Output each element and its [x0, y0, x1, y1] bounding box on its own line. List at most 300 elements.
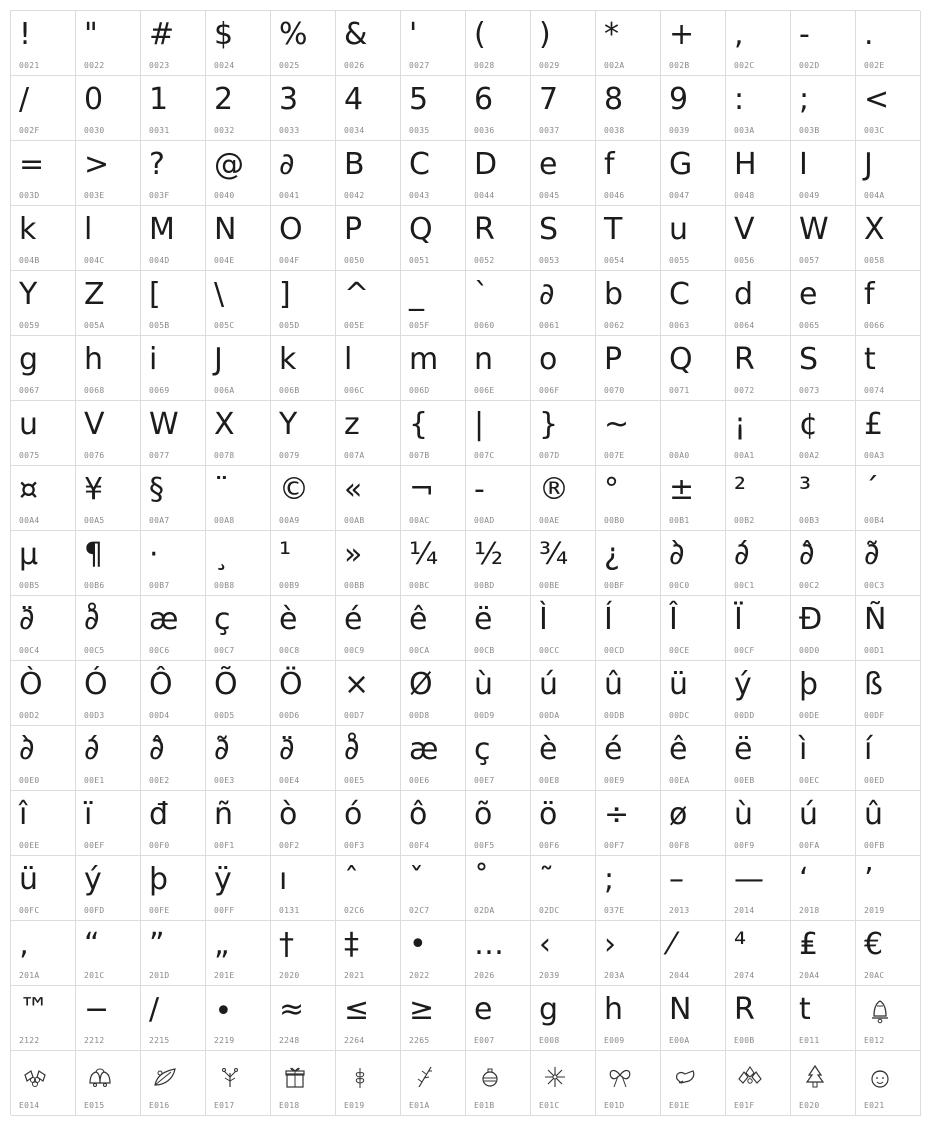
glyph-cell	[11, 1051, 76, 1116]
glyph-char: ‹	[539, 927, 551, 962]
glyph-cell	[11, 921, 76, 986]
glyph-char: 6	[474, 82, 494, 117]
glyph-char: ]	[279, 277, 291, 312]
glyph-code: 00EC	[799, 776, 820, 785]
glyph-cell	[76, 596, 141, 661]
glyph-cell	[11, 791, 76, 856]
glyph-char: ∂́	[734, 537, 750, 572]
glyph-char: ¿	[604, 537, 620, 572]
glyph-char: ý	[734, 667, 752, 702]
glyph-cell	[466, 11, 531, 76]
glyph-cell	[531, 466, 596, 531]
glyph-cell	[401, 76, 466, 141]
glyph-code: E00B	[734, 1036, 755, 1045]
glyph-cell	[531, 856, 596, 921]
glyph-code: 00E8	[539, 776, 560, 785]
glyph-cell	[401, 986, 466, 1051]
glyph-cell	[466, 596, 531, 661]
glyph-cell	[726, 986, 791, 1051]
glyph-char: ú	[539, 667, 559, 702]
glyph-code: 00B1	[669, 516, 690, 525]
glyph-char: J	[214, 342, 223, 377]
glyph-code: 00CD	[604, 646, 625, 655]
glyph-char: ¡	[734, 407, 747, 442]
glyph-char: [	[149, 277, 161, 312]
glyph-char: ³	[799, 472, 812, 507]
tree-icon	[801, 1063, 829, 1091]
glyph-cell	[11, 726, 76, 791]
glyph-char: +	[669, 17, 695, 52]
glyph-code: 00FA	[799, 841, 820, 850]
glyph-cell	[596, 271, 661, 336]
glyph-char: =	[19, 147, 45, 182]
glyph-cell	[271, 791, 336, 856]
glyph-code: E019	[344, 1101, 365, 1110]
glyph-char: :	[734, 82, 745, 117]
glyph-char: S	[799, 342, 819, 377]
glyph-code: 20AC	[864, 971, 885, 980]
glyph-cell	[401, 141, 466, 206]
glyph-cell	[596, 336, 661, 401]
glyph-code: 00BB	[344, 581, 365, 590]
glyph-cell	[856, 726, 921, 791]
glyph-cell	[466, 1051, 531, 1116]
glyph-cell	[791, 726, 856, 791]
glyph-char: Î	[669, 602, 678, 637]
bells-icon	[86, 1063, 114, 1091]
glyph-char: ô	[409, 797, 428, 832]
glyph-code: 00C6	[149, 646, 170, 655]
glyph-char: |	[474, 407, 485, 442]
glyph-cell	[141, 466, 206, 531]
glyph-char: Ó	[84, 667, 108, 702]
glyph-cell	[141, 401, 206, 466]
glyph-char: '	[409, 17, 418, 52]
glyph-code: 00FD	[84, 906, 105, 915]
glyph-char: 7	[539, 82, 559, 117]
glyph-code: 2265	[409, 1036, 430, 1045]
glyph-cell	[791, 401, 856, 466]
glyph-code: 00C9	[344, 646, 365, 655]
glyph-cell	[531, 1051, 596, 1116]
glyph-code: 0061	[539, 321, 560, 330]
glyph-cell	[336, 206, 401, 271]
glyph-cell	[466, 206, 531, 271]
glyph-char: e	[474, 992, 493, 1027]
glyph-code: 0038	[604, 126, 625, 135]
glyph-cell	[141, 1051, 206, 1116]
glyph-code: 0053	[539, 256, 560, 265]
glyph-cell	[791, 661, 856, 726]
glyph-char: e	[799, 277, 818, 312]
glyph-char: Ò	[19, 667, 43, 702]
glyph-code: 0023	[149, 61, 170, 70]
glyph-cell	[466, 466, 531, 531]
glyph-code: 004F	[279, 256, 300, 265]
glyph-char: ì	[799, 732, 808, 767]
glyph-char: ±	[669, 472, 695, 507]
glyph-code: 003A	[734, 126, 755, 135]
glyph-code: 005A	[84, 321, 105, 330]
glyph-char: ∂̃	[864, 537, 880, 572]
glyph-char: m	[409, 342, 439, 377]
glyph-cell	[11, 76, 76, 141]
glyph-cell	[11, 856, 76, 921]
glyph-code: 0063	[669, 321, 690, 330]
glyph-char: 8	[604, 82, 624, 117]
glyph-code: 0059	[19, 321, 40, 330]
glyph-cell	[596, 1051, 661, 1116]
glyph-code: 2026	[474, 971, 495, 980]
glyph-cell	[11, 401, 76, 466]
glyph-code: 00FE	[149, 906, 170, 915]
glyph-cell	[11, 986, 76, 1051]
glyph-char: Ô	[149, 667, 173, 702]
glyph-code: 00DA	[539, 711, 560, 720]
glyph-char: ,	[734, 17, 744, 52]
glyph-code: 00E0	[19, 776, 40, 785]
glyph-code: 007B	[409, 451, 430, 460]
glyph-code: E018	[279, 1101, 300, 1110]
glyph-char: *	[604, 17, 619, 52]
glyph-code: 2018	[799, 906, 820, 915]
glyph-cell	[661, 791, 726, 856]
glyph-cell	[661, 986, 726, 1051]
glyph-cell	[596, 141, 661, 206]
glyph-cell	[271, 336, 336, 401]
glyph-char: —	[734, 862, 764, 897]
glyph-code: 00E7	[474, 776, 495, 785]
glyph-char: ∂̈	[279, 732, 295, 767]
glyph-code: 00E4	[279, 776, 300, 785]
glyph-char: «	[344, 472, 363, 507]
glyph-code: 00C8	[279, 646, 300, 655]
glyph-cell	[466, 921, 531, 986]
glyph-cell	[76, 336, 141, 401]
glyph-cell	[791, 466, 856, 531]
glyph-char: ‡	[344, 927, 359, 962]
glyph-cell	[11, 596, 76, 661]
glyph-char: ù	[734, 797, 754, 832]
glyph-char: †	[279, 927, 294, 962]
glyph-code: 0073	[799, 386, 820, 395]
glyph-cell	[141, 921, 206, 986]
glyph-code: 00E1	[84, 776, 105, 785]
glyph-char: Ì	[539, 602, 548, 637]
glyph-cell	[141, 271, 206, 336]
glyph-code: 00AE	[539, 516, 560, 525]
glyph-cell	[466, 986, 531, 1051]
glyph-code: E017	[214, 1101, 235, 1110]
glyph-char: t	[864, 342, 876, 377]
glyph-cell	[661, 921, 726, 986]
glyph-code: 2248	[279, 1036, 300, 1045]
glyph-char: R	[734, 992, 755, 1027]
glyph-code: E016	[149, 1101, 170, 1110]
glyph-cell	[531, 531, 596, 596]
glyph-cell	[661, 336, 726, 401]
glyph-code: E00A	[669, 1036, 690, 1045]
glyph-char: Đ	[799, 602, 823, 637]
glyph-code: 00EF	[84, 841, 105, 850]
glyph-cell	[271, 271, 336, 336]
glyph-char: ï	[84, 797, 93, 832]
glyph-char: o	[539, 342, 558, 377]
glyph-cell	[856, 271, 921, 336]
glyph-char: Q	[669, 342, 693, 377]
glyph-char: ;	[799, 82, 810, 117]
glyph-char: ⁄	[669, 927, 675, 962]
glyph-cell	[726, 726, 791, 791]
glyph-char: é	[604, 732, 623, 767]
glyph-code: 2212	[84, 1036, 105, 1045]
glyph-code: 0077	[149, 451, 170, 460]
glyph-code: E01A	[409, 1101, 430, 1110]
glyph-char: “	[84, 927, 100, 962]
glyph-cell	[271, 531, 336, 596]
glyph-char: ∙	[214, 992, 233, 1027]
glyph-code: 00F0	[149, 841, 170, 850]
glyph-char: ç	[474, 732, 491, 767]
snowman-icon	[866, 1063, 894, 1091]
glyph-char: »	[344, 537, 363, 572]
glyph-code: 003D	[19, 191, 40, 200]
glyph-cell	[401, 596, 466, 661]
glyph-code: 0037	[539, 126, 560, 135]
glyph-code: 00EB	[734, 776, 755, 785]
glyph-cell	[401, 726, 466, 791]
glyph-char: è	[279, 602, 298, 637]
glyph-char: G	[669, 147, 693, 182]
glyph-char: ¤	[19, 472, 39, 507]
glyph-cell	[596, 921, 661, 986]
glyph-code: 004B	[19, 256, 40, 265]
glyph-cell	[726, 76, 791, 141]
glyph-code: 007A	[344, 451, 365, 460]
glyph-code: 003C	[864, 126, 885, 135]
glyph-code: 0066	[864, 321, 885, 330]
glyph-cell	[141, 206, 206, 271]
glyph-cell	[531, 921, 596, 986]
glyph-char: ×	[344, 667, 370, 702]
glyph-char: X	[864, 212, 885, 247]
glyph-cell	[336, 986, 401, 1051]
glyph-code: 00C1	[734, 581, 755, 590]
glyph-char: ²	[734, 472, 747, 507]
glyph-char: ø	[669, 797, 688, 832]
glyph-char: ›	[604, 927, 616, 962]
glyph-code: 005B	[149, 321, 170, 330]
glyph-char: ÷	[604, 797, 630, 832]
glyph-cell	[271, 1051, 336, 1116]
glyph-code: E01C	[539, 1101, 560, 1110]
glyph-code: 00E6	[409, 776, 430, 785]
glyph-code: 002E	[864, 61, 885, 70]
glyph-char: ß	[864, 667, 883, 702]
glyph-char: J	[864, 147, 873, 182]
glyph-char: !	[19, 17, 32, 52]
glyph-cell	[11, 11, 76, 76]
glyph-code: 0043	[409, 191, 430, 200]
glyph-code: 0058	[864, 256, 885, 265]
glyph-cell	[401, 921, 466, 986]
glyph-code: 2122	[19, 1036, 40, 1045]
glyph-cell	[76, 271, 141, 336]
glyph-code: 00D1	[864, 646, 885, 655]
glyph-code: 00A4	[19, 516, 40, 525]
glyph-code: 0069	[149, 386, 170, 395]
glyph-code: 0042	[344, 191, 365, 200]
glyph-char: ?	[149, 147, 165, 182]
glyph-char: M	[149, 212, 175, 247]
glyph-char: ·	[149, 537, 159, 572]
glyph-code: 00FF	[214, 906, 235, 915]
glyph-char: u	[669, 212, 689, 247]
glyph-code: E01F	[734, 1101, 755, 1110]
glyph-code: 002A	[604, 61, 625, 70]
glyph-char: Y	[19, 277, 38, 312]
glyph-code: 00A9	[279, 516, 300, 525]
glyph-code: 2039	[539, 971, 560, 980]
glyph-cell	[596, 11, 661, 76]
glyph-char: R	[474, 212, 495, 247]
glyph-cell	[206, 466, 271, 531]
glyph-code: 00CB	[474, 646, 495, 655]
glyph-cell	[856, 856, 921, 921]
glyph-code: 00BD	[474, 581, 495, 590]
glyph-cell	[531, 206, 596, 271]
glyph-code: 00CF	[734, 646, 755, 655]
glyph-cell	[11, 336, 76, 401]
glyph-cell	[76, 791, 141, 856]
glyph-code: 002D	[799, 61, 820, 70]
glyph-code: 2013	[669, 906, 690, 915]
glyph-cell	[791, 986, 856, 1051]
glyph-char: %	[279, 17, 308, 52]
glyph-code: 004C	[84, 256, 105, 265]
glyph-cell	[206, 661, 271, 726]
glyph-code: 00E5	[344, 776, 365, 785]
glyph-code: 201D	[149, 971, 170, 980]
glyph-char: ˇ	[409, 862, 424, 897]
glyph-char: .	[864, 17, 874, 52]
glyph-char: ∂́	[84, 732, 100, 767]
glyph-char: <	[864, 82, 890, 117]
glyph-code: 00FC	[19, 906, 40, 915]
glyph-code: 0075	[19, 451, 40, 460]
glyph-char: `	[474, 277, 489, 312]
glyph-char: ™	[19, 992, 49, 1027]
glyph-code: 0039	[669, 126, 690, 135]
glyph-char: W	[149, 407, 179, 442]
glyph-char: h	[604, 992, 624, 1027]
glyph-char: ò	[279, 797, 298, 832]
glyph-cell	[76, 11, 141, 76]
glyph-cell	[791, 336, 856, 401]
glyph-code: 20A4	[799, 971, 820, 980]
glyph-code: 0041	[279, 191, 300, 200]
glyph-char: ∂̊	[84, 602, 100, 637]
glyph-code: 00AC	[409, 516, 430, 525]
glyph-code: 0033	[279, 126, 300, 135]
glyph-code: 0021	[19, 61, 40, 70]
glyph-code: 00D9	[474, 711, 495, 720]
glyph-code: 00C7	[214, 646, 235, 655]
glyph-char: D	[474, 147, 498, 182]
glyph-cell	[661, 1051, 726, 1116]
glyph-code: 0067	[19, 386, 40, 395]
glyph-code: 0060	[474, 321, 495, 330]
glyph-code: 00A7	[149, 516, 170, 525]
glyph-char: (	[474, 17, 486, 52]
glyph-cell	[401, 531, 466, 596]
glyph-cell	[596, 531, 661, 596]
glyph-cell	[336, 11, 401, 76]
glyph-char: g	[539, 992, 559, 1027]
glyph-cell	[206, 726, 271, 791]
glyph-char: ≥	[409, 992, 435, 1027]
glyph-code: 006C	[344, 386, 365, 395]
glyph-cell	[661, 661, 726, 726]
glyph-cell	[11, 466, 76, 531]
glyph-code: 0062	[604, 321, 625, 330]
glyph-cell	[726, 791, 791, 856]
glyph-code: 007D	[539, 451, 560, 460]
glyph-cell	[271, 856, 336, 921]
glyph-cell	[401, 791, 466, 856]
glyph-cell	[206, 336, 271, 401]
glyph-cell	[466, 856, 531, 921]
glyph-char: _	[409, 277, 424, 312]
glyph-char: ∂̀	[19, 732, 35, 767]
glyph-cell	[271, 466, 336, 531]
glyph-char: ü	[19, 862, 39, 897]
glyph-cell	[856, 401, 921, 466]
glyph-code: 00F8	[669, 841, 690, 850]
glyph-char: e	[539, 147, 558, 182]
glyph-char: V	[734, 212, 755, 247]
glyph-char: ”	[149, 927, 165, 962]
glyph-code: 00D8	[409, 711, 430, 720]
glyph-cell	[791, 206, 856, 271]
glyph-char: X	[214, 407, 235, 442]
glyph-char: h	[84, 342, 104, 377]
glyph-code: 006B	[279, 386, 300, 395]
glyph-code: 201A	[19, 971, 40, 980]
glyph-code: E007	[474, 1036, 495, 1045]
glyph-char: ∂̀	[669, 537, 685, 572]
glyph-code: 00D4	[149, 711, 170, 720]
glyph-code: 00CA	[409, 646, 430, 655]
glyph-cell	[401, 466, 466, 531]
glyph-cell	[596, 986, 661, 1051]
glyph-char: n	[474, 342, 494, 377]
glyph-cell	[531, 336, 596, 401]
glyph-char: ∕	[149, 992, 160, 1027]
glyph-cell	[856, 141, 921, 206]
glyph-code: 0028	[474, 61, 495, 70]
glyph-cell	[791, 531, 856, 596]
glyph-cell	[661, 401, 726, 466]
glyph-cell	[141, 11, 206, 76]
glyph-code: 003B	[799, 126, 820, 135]
glyph-char: ç	[214, 602, 231, 637]
glyph-char: $	[214, 17, 234, 52]
glyph-code: 00A1	[734, 451, 755, 460]
glyph-cell	[76, 141, 141, 206]
glyph-cell	[726, 206, 791, 271]
glyph-cell	[466, 726, 531, 791]
